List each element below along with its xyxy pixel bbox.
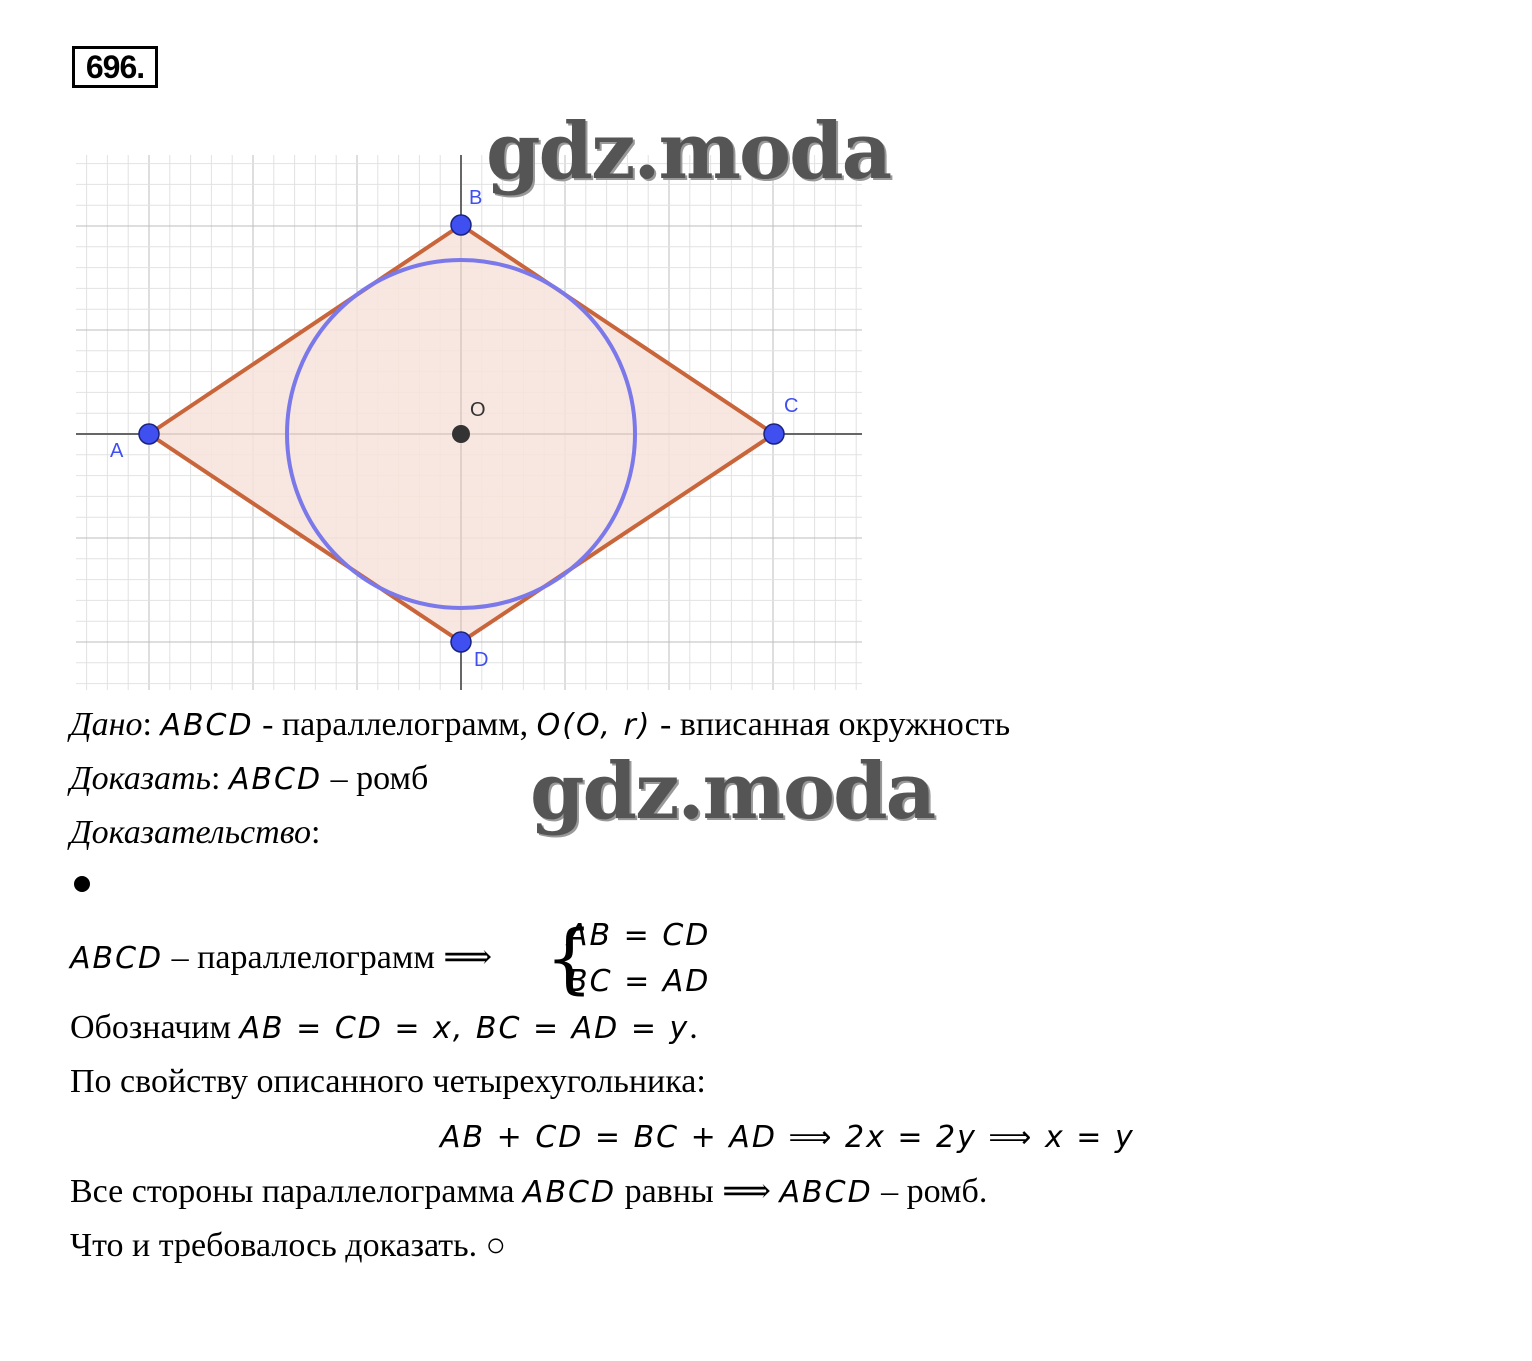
point-b xyxy=(451,215,471,235)
line5-text-2: равны ⟹ xyxy=(616,1173,780,1210)
point-a xyxy=(139,424,159,444)
proof-label: Доказательство xyxy=(70,814,312,851)
prove-label: Доказать xyxy=(70,760,211,797)
label-o: O xyxy=(470,399,486,421)
proof-line-6 xyxy=(70,1226,506,1266)
line3-text: По свойству описанного четырехугольника: xyxy=(70,1063,706,1100)
point-d xyxy=(451,632,471,652)
line1-text: – параллелограмм ⟹ xyxy=(163,939,493,976)
system-eq-2: BC = AD xyxy=(567,964,711,999)
line5-text-3: – ромб. xyxy=(872,1173,988,1210)
line2-text: Обозначим xyxy=(70,1009,240,1046)
line5-math-1: ABCD xyxy=(522,1175,617,1210)
given-line: Дано: ABCD - параллелограмм, O(O, r) - вписанная окружность xyxy=(70,706,1011,743)
system-brace: { xyxy=(545,913,594,1002)
proof-line-3 xyxy=(70,1062,706,1102)
watermark-middle: gdz.moda xyxy=(530,746,935,837)
label-c: C xyxy=(784,395,799,417)
line1-math: ABCD xyxy=(70,941,164,976)
line5-math-2: ABCD xyxy=(779,1175,873,1210)
proof-line-2: Обозначим AB = CD = x, BC = AD = y. xyxy=(70,1009,698,1046)
watermark-top: gdz.moda xyxy=(486,106,891,197)
given-label: Дано xyxy=(70,706,143,743)
system-eq-1: AB = CD xyxy=(567,918,711,953)
label-d: D xyxy=(474,649,489,671)
proof-label-line: Доказательство: xyxy=(70,814,321,851)
given-text-2: - вписанная окружность xyxy=(651,706,1011,743)
label-a: A xyxy=(110,440,124,462)
given-math-1: ABCD xyxy=(160,708,254,743)
given-math-2: O(O, r) xyxy=(536,708,652,743)
line5-text-1: Все стороны параллелограмма xyxy=(70,1173,523,1210)
line2-math: AB = CD = x, BC = AD = y xyxy=(239,1011,690,1046)
proof-line-1 xyxy=(70,938,492,979)
bullet-icon xyxy=(74,876,90,892)
center-o xyxy=(452,425,470,443)
prove-line: Доказать: ABCD – ромб xyxy=(70,760,429,797)
given-text-1: - параллелограмм, xyxy=(253,706,537,743)
prove-math: ABCD xyxy=(228,762,323,797)
proof-line-4 xyxy=(440,1117,1135,1158)
prove-text: – ромб xyxy=(322,760,429,797)
line4-math: AB + CD = BC + AD ⟹ 2x = 2y ⟹ x = y xyxy=(440,1120,1135,1155)
point-c xyxy=(764,424,784,444)
label-b: B xyxy=(469,187,483,209)
problem-number: 696. xyxy=(72,46,158,88)
line6-text: Что и требовалось доказать. ○ xyxy=(70,1227,507,1264)
proof-line-5 xyxy=(70,1172,987,1213)
